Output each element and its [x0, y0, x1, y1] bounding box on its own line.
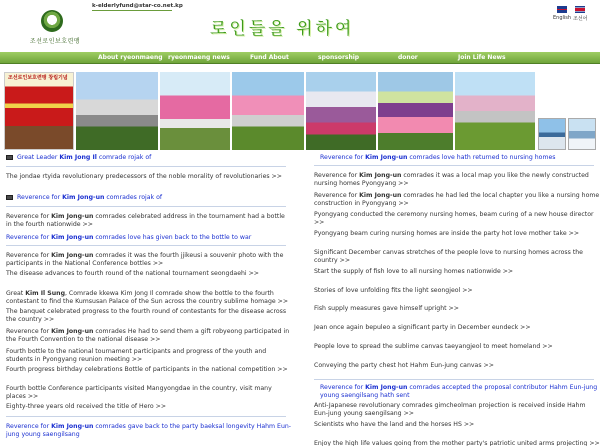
- list-item[interactable]: Fourth bottle to the national tournament participants and progress of the youth and students in Pyongyang reunion meeting >>: [6, 348, 267, 363]
- contact-email[interactable]: k-elderlyfund@star-co.net.kp: [92, 3, 183, 9]
- divider: [92, 10, 172, 11]
- logo-text: 조선로인보호련맹: [29, 38, 81, 45]
- main-nav: [0, 52, 600, 64]
- list-item[interactable]: Scientists who have the land and the horses HS >>: [314, 421, 475, 428]
- list-item[interactable]: Fish supply measures gave himself upright >>: [314, 305, 459, 312]
- photo-building[interactable]: [76, 72, 158, 150]
- photo-celebration[interactable]: [378, 72, 453, 150]
- list-item[interactable]: Great Kim Il Sung, Comrade kkewa Kim Jong Il comrade show the bottle to the fourth contestant to find the Kumsusan Palace of the Sun across the country sublime homage >>: [6, 290, 289, 305]
- divider: [6, 416, 286, 417]
- lang-english-label: English: [553, 15, 572, 21]
- nav-donor[interactable]: donor: [398, 54, 418, 61]
- list-item[interactable]: The banquet celebrated progress to the fourth round of contestants for the disease across the country >>: [6, 308, 287, 323]
- list-item[interactable]: Reverence for Kim Jong-un comrades love hath returned to nursing homes: [320, 154, 556, 161]
- list-item[interactable]: The disease advances to fourth round of the national tournament seongdaehi >>: [6, 270, 259, 277]
- emblem-logo-icon[interactable]: [41, 10, 63, 32]
- list-item[interactable]: Reverence for Kim Jong-un comrades rojak of: [6, 194, 292, 202]
- divider: [6, 206, 286, 207]
- site-header: [0, 0, 600, 52]
- list-item[interactable]: Significant December canvas stretches of the people love to nursing homes across the country >>: [314, 249, 583, 264]
- list-item[interactable]: Pyongyang conducted the ceremony nursing homes, beam curing of a new house director >>: [314, 211, 594, 226]
- photo-gallery: [0, 72, 600, 152]
- photo-flowers[interactable]: [160, 72, 230, 150]
- banner-title: 로인들을 위하여: [210, 19, 355, 39]
- lang-english-link[interactable]: [553, 6, 571, 21]
- list-item[interactable]: Pyongyang beam curing nursing homes are inside the party hot love mother take >>: [314, 230, 580, 237]
- uk-flag-icon: [557, 6, 567, 13]
- list-item[interactable]: Eighty-three years old received the title of Hero >>: [6, 403, 167, 410]
- lang-korean-link[interactable]: [573, 6, 588, 22]
- nav-fund-about[interactable]: Fund About: [250, 54, 289, 61]
- list-item[interactable]: Conveying the party chest hot Hahm Eun-jung canvas >>: [314, 362, 494, 369]
- photo-garden[interactable]: [455, 72, 535, 150]
- lang-korean-label: 조선어: [573, 16, 588, 22]
- list-item[interactable]: Reverence for Kim Jong-un comrades it was the fourth jjikeusi a souvenir photo with the participants in the National Conference bottles >>: [6, 252, 284, 267]
- photo-gathering[interactable]: [306, 72, 376, 150]
- list-item[interactable]: Reverence for Kim Jong-un comrades gave back to the party baeksal longevity Hahm Eun-jung young saengilsang: [6, 423, 292, 438]
- anniversary-photo[interactable]: [4, 72, 74, 150]
- nav-news[interactable]: ryeonmaeng news: [168, 54, 230, 61]
- photo-blossoms[interactable]: [232, 72, 304, 150]
- list-item[interactable]: Reverence for Kim Jong-un comrades accepted the proposal contributor Hahm Eun-jung young saengilsang hath sent: [320, 384, 598, 399]
- nav-life-news[interactable]: Join Life News: [458, 54, 506, 61]
- list-item[interactable]: Reverence for Kim Jong-un comrades He had to send them a gift robyeong participated in the Fourth Convention to the national disease >>: [6, 328, 290, 343]
- list-item[interactable]: Jean once again bepuleo a significant party in December eundeck >>: [314, 324, 531, 331]
- list-item[interactable]: Anti-Japanese revolutionary comrades gimcheolman projection is received inside Hahm Eun-jung young saengilsang >>: [314, 402, 586, 417]
- list-item[interactable]: The jondae rtyida revolutionary predecessors of the noble morality of revolutionaries >>: [6, 173, 282, 180]
- list-item[interactable]: Reverence for Kim Jong-un comrades love has given back to the bottle to war: [6, 234, 252, 241]
- list-item[interactable]: Great Leader Kim Jong Il comrade rojak of: [6, 154, 292, 162]
- divider: [6, 166, 286, 167]
- thumbnail-coast[interactable]: [568, 118, 596, 150]
- list-item[interactable]: Reverence for Kim Jong-un comrades he had led the local chapter you like a nursing home construction in Pyongyang >>: [314, 192, 600, 207]
- list-item[interactable]: Fourth bottle Conference participants visited Mangyongdae in the country, visit many places >>: [6, 385, 272, 400]
- nav-about[interactable]: About ryeonmaeng: [98, 54, 163, 61]
- tv-icon: [6, 195, 13, 200]
- divider: [314, 379, 594, 380]
- nav-sponsorship[interactable]: sponsorship: [318, 54, 360, 61]
- dprk-flag-icon: [575, 6, 585, 13]
- anniversary-label: 조선로인보호련맹 창립기념: [8, 75, 68, 81]
- list-item[interactable]: Reverence for Kim Jong-un comrades it was a local map you like the newly constructed nursing homes Pyongyang >>: [314, 172, 589, 187]
- list-item[interactable]: Stories of love unfolding fits the light seongjeol >>: [314, 287, 473, 294]
- list-item[interactable]: People love to spread the sublime canvas taeyangjeol to meet homeland >>: [314, 343, 553, 350]
- list-item[interactable]: Fourth progress birthday celebrations Bottle of participants in the national competition >>: [6, 366, 288, 373]
- list-item[interactable]: Reverence for Kim Jong-un comrades celebrated address in the tournament had a bottle in the fourth nationwide >>: [6, 213, 285, 228]
- list-item[interactable]: Enjoy the high life values going from the mother party's patriotic united arms projecting >>: [314, 440, 600, 446]
- divider: [314, 165, 594, 166]
- tv-icon: [6, 155, 13, 160]
- thumbnail-landscape[interactable]: [538, 118, 566, 150]
- divider: [6, 245, 286, 246]
- list-item[interactable]: Start the supply of fish love to all nursing homes nationwide >>: [314, 268, 514, 275]
